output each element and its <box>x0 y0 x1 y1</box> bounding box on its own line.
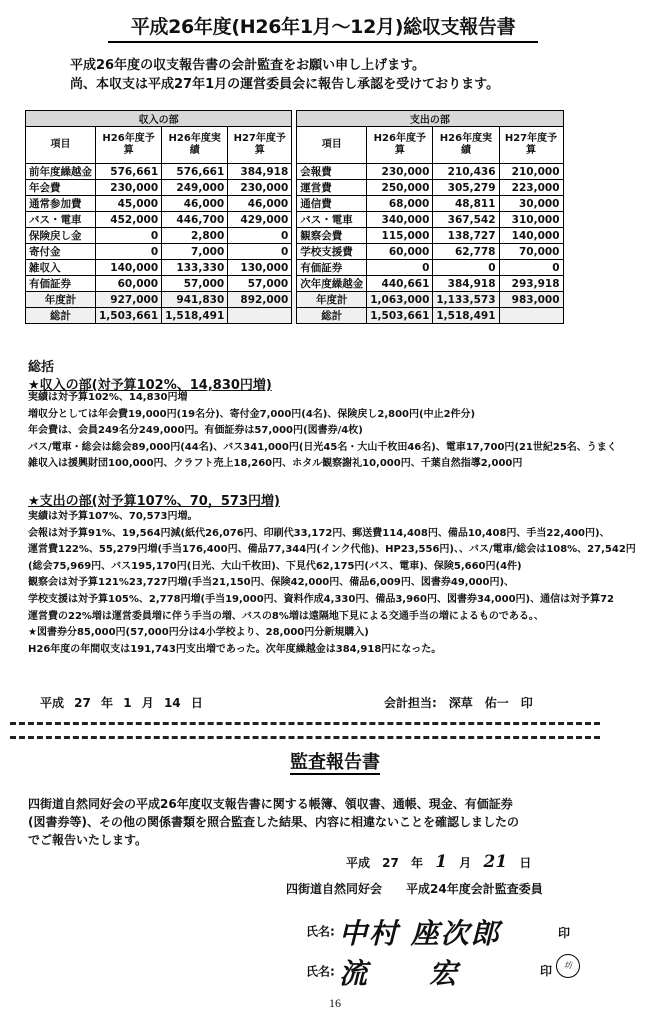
summary-line: H26年度の年間収支は191,743円支出増であった。次年度繰越金は384,918円になった。 <box>28 643 442 655</box>
auditor-organization: 四街道自然同好会 平成24年度会計監査委員 <box>286 882 543 896</box>
seal-mark: 印 <box>540 964 553 978</box>
table-row <box>26 292 564 308</box>
income-column-header: H26年度予算 <box>96 127 162 164</box>
expense-cell: 983,000 <box>499 292 563 308</box>
income-cell: 452,000 <box>96 212 162 228</box>
expense-cell: 観察会費 <box>297 228 367 244</box>
income-cell: 年会費 <box>26 180 96 196</box>
expense-cell: 有価証券 <box>297 260 367 276</box>
audit-line: (図書券等)、その他の関係書類を照合監査した結果、内容に相違ないことを確認しましたの <box>28 815 519 829</box>
expense-cell: 140,000 <box>499 228 563 244</box>
income-cell: 249,000 <box>162 180 228 196</box>
income-cell: 384,918 <box>228 164 292 180</box>
income-cell: 2,800 <box>162 228 228 244</box>
income-cell: 45,000 <box>96 196 162 212</box>
report-title: 平成26年度(H26年1月～12月)総収支報告書 <box>108 12 538 43</box>
expense-cell: 310,000 <box>499 212 563 228</box>
income-cell: 57,000 <box>228 276 292 292</box>
expense-cell: 223,000 <box>499 180 563 196</box>
expense-cell: 0 <box>499 260 563 276</box>
summary-line: 会報は対予算91%、19,564円減(紙代26,076円、印刷代33,172円、郵送費114,408円、備品10,408円、手当22,400円)、 <box>28 527 610 539</box>
auditor-handwritten-name: 流 宏 <box>339 957 460 990</box>
expense-cell: 会報費 <box>297 164 367 180</box>
expense-cell: 250,000 <box>367 180 433 196</box>
auditor-signature-row <box>306 952 459 992</box>
expense-cell: 68,000 <box>367 196 433 212</box>
auditor-handwritten-name: 中村 座次郎 <box>339 917 501 950</box>
intro-text <box>70 56 499 94</box>
expense-cell: 60,000 <box>367 244 433 260</box>
income-cell: 576,661 <box>96 164 162 180</box>
intro-line: 尚、本収支は平成27年1月の運営委員会に報告し承認を受けております。 <box>70 77 500 92</box>
summary-line: 増収分としては年会費19,000円(19名分)、寄付金7,000円(4名)、保険戻し2,800円(中止2件分) <box>28 408 476 420</box>
summary-line: 観察会は対予算121%23,727円増(手当21,150円、保険42,000円、備品6,009円、図書券49,000円)、 <box>28 577 515 589</box>
summary-line: バス/電車・総会は総会89,000円(44名)、バス341,000円(日光45名・大山千枚田46名)、電車17,700円(21世紀25名、うまく <box>28 441 617 453</box>
expense-cell: 305,279 <box>433 180 499 196</box>
table-row <box>26 180 564 196</box>
expense-cell: 30,000 <box>499 196 563 212</box>
table-row <box>26 260 564 276</box>
expense-cell: 367,542 <box>433 212 499 228</box>
income-cell: 前年度繰越金 <box>26 164 96 180</box>
auditor-signature-row <box>306 912 501 952</box>
income-cell: 0 <box>228 244 292 260</box>
summary-line: 運営費122%、55,279円増(手当176,400円、備品77,344円(インク代他)、HP23,556円)、、バス/電車/総会は108%、27,542円 <box>28 544 636 556</box>
income-cell <box>228 308 292 324</box>
expense-cell: 230,000 <box>367 164 433 180</box>
expense-cell: 62,778 <box>433 244 499 260</box>
income-cell: 保険戻し金 <box>26 228 96 244</box>
expense-column-header: H26年度予算 <box>367 127 433 164</box>
income-cell: 0 <box>96 244 162 260</box>
income-cell: 576,661 <box>162 164 228 180</box>
financial-table-body <box>26 164 564 324</box>
treasurer-signature: 会計担当: 深草 佑一 印 <box>384 696 533 710</box>
income-cell: 雑収入 <box>26 260 96 276</box>
expense-column-header: H27年度予算 <box>499 127 563 164</box>
summary-line: 学校支援は対予算105%、2,778円増(手当19,000円、資料作成4,330円、備品3,960円、図書券34,000円)、通信は対予算72 <box>28 593 615 605</box>
expense-cell: 1,518,491 <box>433 308 499 324</box>
financial-table <box>25 110 564 324</box>
audit-date-month-label: 月 <box>459 856 472 870</box>
summary-heading: 総括 <box>28 360 55 375</box>
expense-cell: 384,918 <box>433 276 499 292</box>
income-cell: 130,000 <box>228 260 292 276</box>
audit-date-day-label: 日 <box>519 856 532 870</box>
income-summary-lines <box>28 390 668 473</box>
summary-line: (総会75,969円、バス195,170円(日光、大山千枚田)、下見代62,175円(バス、電車)、保険5,660円(4件) <box>28 560 522 572</box>
summary-line: 雑収入は援興財団100,000円、クラフト売上18,260円、ホタル観察謝礼10,000円、千葉自然指導2,000円 <box>28 458 523 470</box>
income-column-header: H26年度実績 <box>162 127 228 164</box>
expense-cell: 運営費 <box>297 180 367 196</box>
income-cell: 140,000 <box>96 260 162 276</box>
income-cell: 429,000 <box>228 212 292 228</box>
audit-date-month: 1 <box>435 852 448 872</box>
audit-title-text: 監査報告書 <box>290 752 380 773</box>
expense-cell: 学校支援費 <box>297 244 367 260</box>
income-cell: 46,000 <box>162 196 228 212</box>
table-row <box>26 308 564 324</box>
table-row <box>26 212 564 228</box>
seal-mark: 印 <box>558 926 571 940</box>
expense-cell: 70,000 <box>499 244 563 260</box>
expense-cell: 115,000 <box>367 228 433 244</box>
report-date: 平成 27 年 1 月 14 日 <box>40 696 203 710</box>
expense-cell: 通信費 <box>297 196 367 212</box>
audit-report-title <box>0 748 670 774</box>
summary-line: 年会費は、会員249名分249,000円。有価証券は57,000円(図書券/4枚) <box>28 425 363 437</box>
income-cell: 892,000 <box>228 292 292 308</box>
income-cell: 年度計 <box>26 292 96 308</box>
income-cell: 総計 <box>26 308 96 324</box>
expense-column-header: H26年度実績 <box>433 127 499 164</box>
income-column-header: 項目 <box>26 127 96 164</box>
table-row <box>26 164 564 180</box>
expense-cell: 1,133,573 <box>433 292 499 308</box>
income-cell: 446,700 <box>162 212 228 228</box>
income-cell: 有価証券 <box>26 276 96 292</box>
seal-stamp: 坊 <box>556 954 580 978</box>
income-cell: バス・電車 <box>26 212 96 228</box>
summary-line: 運営費の22%増は運営委員増に伴う手当の増、バスの8%増は遠隔地下見による交通手当の増によるものである。、 <box>28 610 544 622</box>
expense-cell: 総計 <box>297 308 367 324</box>
expense-summary-lines <box>28 509 668 658</box>
income-cell: 7,000 <box>162 244 228 260</box>
expense-summary-heading: ★支出の部(対予算107%、70，573円増) <box>28 494 280 509</box>
income-cell: 1,503,661 <box>96 308 162 324</box>
audit-line: 四街道自然同好会の平成26年度収支報告書に関する帳簿、領収書、通帳、現金、有価証券 <box>28 797 513 811</box>
expense-cell: 210,436 <box>433 164 499 180</box>
expense-section-header: 支出の部 <box>297 111 563 127</box>
table-row <box>26 276 564 292</box>
income-column-header: H27年度予算 <box>228 127 292 164</box>
table-row <box>26 244 564 260</box>
expense-cell: バス・電車 <box>297 212 367 228</box>
income-section-header: 収入の部 <box>26 111 292 127</box>
income-cell: 寄付金 <box>26 244 96 260</box>
expense-cell: 138,727 <box>433 228 499 244</box>
audit-line: でご報告いたします。 <box>28 833 148 847</box>
income-cell: 60,000 <box>96 276 162 292</box>
name-label: 氏名: <box>306 964 335 979</box>
income-cell: 230,000 <box>228 180 292 196</box>
expense-cell: 1,503,661 <box>367 308 433 324</box>
income-summary-heading: ★収入の部(対予算102%、14,830円増) <box>28 378 272 393</box>
summary-line: ★図書券分85,000円(57,000円分は4小学校より、28,000円分新規購入) <box>28 627 369 639</box>
audit-date-day: 21 <box>483 852 508 872</box>
summary-line: 実績は対予算107%、70,573円増。 <box>28 511 198 522</box>
income-cell: 46,000 <box>228 196 292 212</box>
name-label: 氏名: <box>306 924 335 939</box>
income-cell: 230,000 <box>96 180 162 196</box>
expense-cell: 0 <box>367 260 433 276</box>
table-row <box>26 228 564 244</box>
expense-cell: 440,661 <box>367 276 433 292</box>
audit-report-body <box>28 795 519 849</box>
expense-cell: 年度計 <box>297 292 367 308</box>
divider-line <box>10 736 600 739</box>
divider-line <box>10 722 600 725</box>
expense-cell: 次年度繰越金 <box>297 276 367 292</box>
expense-cell: 340,000 <box>367 212 433 228</box>
table-row <box>26 196 564 212</box>
audit-date-prefix: 平成 27 年 <box>346 856 424 870</box>
income-cell: 0 <box>228 228 292 244</box>
expense-cell: 48,811 <box>433 196 499 212</box>
expense-cell: 293,918 <box>499 276 563 292</box>
expense-cell: 0 <box>433 260 499 276</box>
expense-cell: 210,000 <box>499 164 563 180</box>
audit-date <box>346 852 531 872</box>
income-cell: 133,330 <box>162 260 228 276</box>
income-cell: 927,000 <box>96 292 162 308</box>
income-cell: 57,000 <box>162 276 228 292</box>
expense-cell: 1,063,000 <box>367 292 433 308</box>
income-cell: 1,518,491 <box>162 308 228 324</box>
summary-line: 実績は対予算102%、14,830円増 <box>28 392 188 403</box>
page-number: 16 <box>329 996 341 1010</box>
expense-cell <box>499 308 563 324</box>
income-cell: 通常参加費 <box>26 196 96 212</box>
intro-line: 平成26年度の収支報告書の会計監査をお願い申し上げます。 <box>70 58 426 73</box>
expense-column-header: 項目 <box>297 127 367 164</box>
income-cell: 0 <box>96 228 162 244</box>
income-cell: 941,830 <box>162 292 228 308</box>
